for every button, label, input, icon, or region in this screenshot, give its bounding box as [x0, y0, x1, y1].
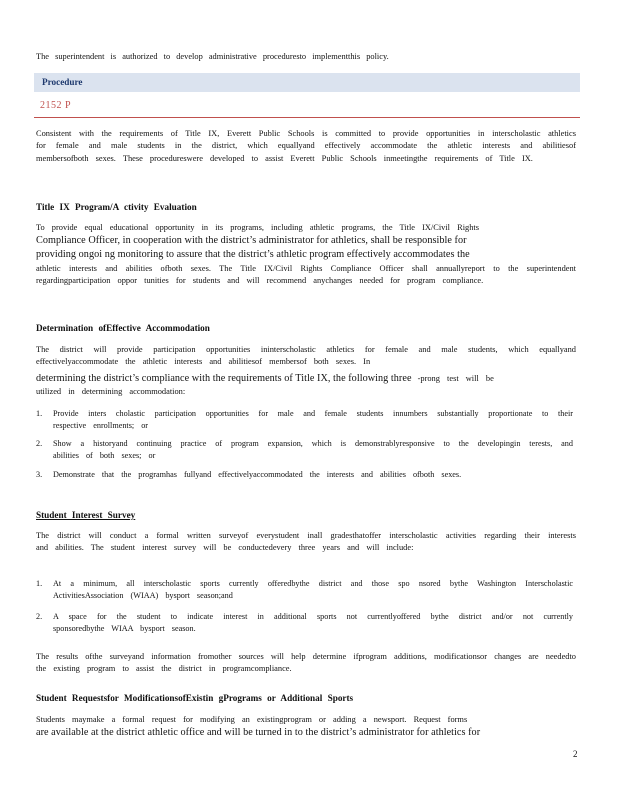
heading-interest-survey: Student Interest Survey	[36, 510, 136, 520]
accommodation-line-2-tail: -prong test will be	[417, 374, 494, 383]
procedure-label: Procedure	[42, 77, 83, 87]
list-item-text: A space for the student to indicate interest in additional sports not currentlyoffered bythe district and/or not currently sponsoredbythe WIAA bysport season.	[53, 612, 573, 633]
list-item-text: Show a historyand continuing practice of program expansion, which is demonstrablyresponsive to the developingin terests, and abilities of both sexes; or	[53, 439, 573, 460]
evaluation-line-1: To provide equal educational opportunity in its programs, including athletic programs, the Title IX/Civil Rights	[36, 223, 479, 232]
evaluation-line-3: providing ongoi ng monitoring to assure that the district’s athletic program effectively accommodates the	[36, 249, 470, 260]
requests-line-2: are available at the district athletic office and will be turned in to the district’s administrator for athletics for	[36, 727, 481, 738]
list-item-number: 1.	[36, 409, 43, 418]
evaluation-line-2: Compliance Officer, in cooperation with the district’s administrator for athletics, shall be responsible for	[36, 235, 467, 246]
list-item-number: 3.	[36, 470, 43, 479]
policy-number: 2152 P	[40, 100, 72, 111]
survey-results-paragraph: The results ofthe surveyand information fromother sources will help determine ifprogram additions, modificationsor changes are neededto the existing program to assist the district in programcompliance.	[36, 652, 576, 674]
list-item-number: 2.	[36, 439, 43, 448]
paragraph-intro-title-ix: Consistent with the requirements of Title IX, Everett Public Schools is committed to provide opportunities in interscholastic athletics for female and male students in the district, which equallyand effectively accommodate the athletic interests and abilitiesof membersofboth sexes. These procedureswere developed to assist Everett Public Schools inmeetingthe requirements of Title IX.	[36, 129, 576, 163]
evaluation-paragraph-rest: athletic interests and abilities ofboth sexes. The Title IX/Civil Rights Compliance Officer shall annuallyreport to the superintendent regardingparticipation oppor tunities for students and will recommend anychanges needed for program compliance.	[36, 264, 576, 286]
page-number: 2	[573, 749, 578, 759]
accommodation-line-3: utilized in determining accommodation:	[36, 387, 186, 396]
heading-program-evaluation: Title IX Program/A ctivity Evaluation	[36, 202, 197, 212]
requests-line-1: Students maymake a formal request for modifying an existingprogram or adding a newsport. Request forms	[36, 715, 468, 724]
list-item-text: Demonstrate that the programhas fullyand effectivelyaccommodated the interests and abilities ofboth sexes.	[53, 470, 462, 479]
accommodation-line-2	[36, 372, 576, 385]
heading-student-requests: Student Requestsfor ModificationsofExistin gPrograms or Additional Sports	[36, 693, 354, 703]
survey-paragraph: The district will conduct a formal written surveyof everystudent inall gradesthatoffer interscholastic activities regarding their interests and abilities. The student interest survey will be conductedevery three years and will include:	[36, 531, 576, 553]
accommodation-line-2-text: determining the district’s compliance with the requirements of Title IX, the following three	[36, 373, 412, 384]
list-item-number: 1.	[36, 579, 43, 588]
list-item-number: 2.	[36, 612, 43, 621]
accommodation-paragraph: The district will provide participation opportunities ininterscholastic athletics for female and male students, which equallyand effectivelyaccommodate the athletic interests and abilitiesof membersof both sexes. In	[36, 345, 576, 367]
procedure-header-bar	[34, 73, 580, 92]
intro-paragraph: The superintendent is authorized to develop administrative proceduresto implementthis policy.	[36, 52, 389, 61]
list-item-text: At a minimum, all interscholastic sports currently offeredbythe district and those spo nsored bythe Washington Interscholastic ActivitiesAssociation (WIAA) bysport season;and	[53, 579, 573, 600]
heading-effective-accommodation: Determination ofEffective Accommodation	[36, 323, 210, 333]
list-item-text: Provide inters cholastic participation opportunities for male and female students innumbers substantially proportionate to their respective enrollments; or	[53, 409, 573, 430]
header-divider	[34, 117, 580, 118]
